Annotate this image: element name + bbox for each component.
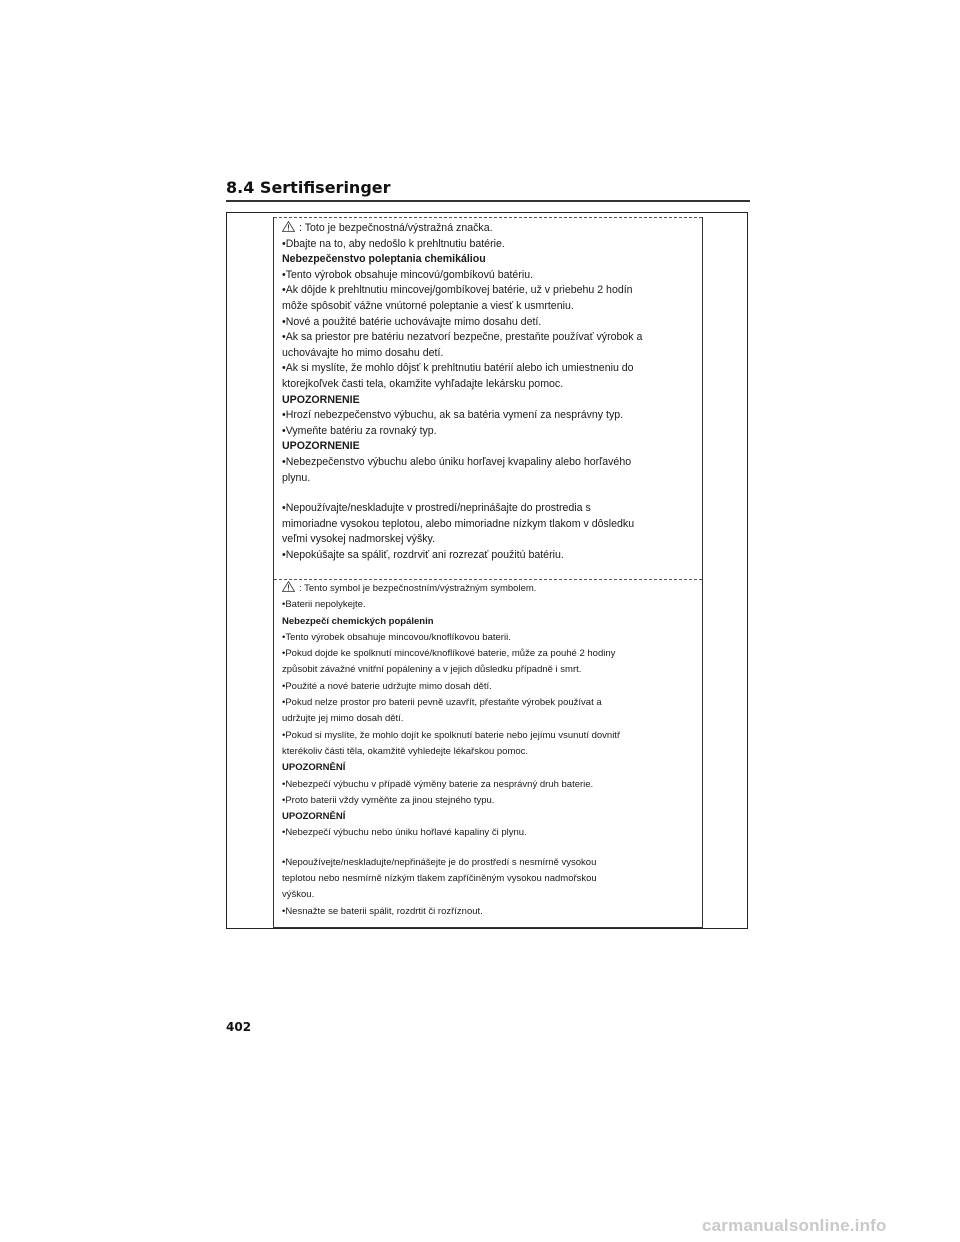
- sk-line: •Nebezpečenstvo výbuchu alebo úniku horľavej kvapaliny alebo horľavého: [282, 455, 632, 468]
- sk-line: •Ak sa priestor pre batériu nezatvorí bezpečne, prestaňte používať výrobok a: [282, 331, 643, 344]
- title-rule: [226, 200, 750, 202]
- sk-line: •Hrozí nebezpečenstvo výbuchu, ak sa batéria vymení za nesprávny typ.: [282, 409, 624, 422]
- scanned-safety-notice: [273, 217, 703, 928]
- sk-line: veľmi vysokej nadmorskej výšky.: [282, 533, 436, 546]
- cs-line: •Baterii nepolykejte.: [282, 599, 366, 611]
- language-divider: [274, 579, 702, 580]
- sk-line: mimoriadne vysokou teplotou, alebo mimoriadne nízkym tlakom v dôsledku: [282, 517, 635, 530]
- cs-line: •Použité a nové baterie udržujte mimo dosah dětí.: [282, 680, 492, 692]
- sk-heading: UPOZORNENIE: [282, 393, 360, 406]
- sk-line: •Ak si myslíte, že mohlo dôjsť k prehltnutiu batérií alebo ich umiestneniu do: [282, 362, 634, 375]
- sk-heading: UPOZORNENIE: [282, 440, 360, 453]
- cs-line: udržujte jej mimo dosah dětí.: [282, 713, 404, 725]
- cs-heading: UPOZORNĚNÍ: [282, 762, 346, 774]
- cs-line: •Nebezpečí výbuchu nebo úniku hořlavé kapaliny či plynu.: [282, 827, 527, 839]
- sk-heading: Nebezpečenstvo poleptania chemikáliou: [282, 253, 486, 266]
- top-dashed-rule: [274, 217, 702, 218]
- cs-line: •Pokud dojde ke spolknutí mincové/knoflíkové baterie, může za pouhé 2 hodiny: [282, 648, 616, 660]
- sk-line: •Vymeňte batériu za rovnaký typ.: [282, 424, 437, 437]
- cs-symbol-line: : Tento symbol je bezpečnostním/výstražným symbolem.: [282, 581, 696, 597]
- cs-line: •Nebezpečí výbuchu v případě výměny baterie za nesprávný druh baterie.: [282, 778, 594, 790]
- cs-line: •Pokud si myslíte, že mohlo dojít ke spolknutí baterie nebo jejímu vsunutí dovnitř: [282, 729, 621, 741]
- cs-line: •Nepoužívejte/neskladujte/nepřinášejte je do prostředí s nesmírně vysokou: [282, 856, 597, 868]
- sk-line: •Tento výrobok obsahuje mincovú/gombíkovú batériu.: [282, 268, 534, 281]
- sk-line: •Nepoužívajte/neskladujte v prostredí/neprinášajte do prostredia s: [282, 502, 591, 515]
- cs-line: kterékoliv části těla, okamžitě vyhledejte lékařskou pomoc.: [282, 745, 529, 757]
- watermark: carmanualsonline.info: [702, 1216, 887, 1235]
- cs-line: způsobit závažné vnitřní popáleniny a v jejich důsledku případně i smrt.: [282, 664, 582, 676]
- sk-symbol-line: : Toto je bezpečnostná/výstražná značka.: [282, 221, 696, 237]
- paragraph-gap: [282, 842, 696, 855]
- sk-line: •Ak dôjde k prehltnutiu mincovej/gombíkovej batérie, už v priebehu 2 hodín: [282, 284, 633, 297]
- page-number: 402: [226, 1020, 252, 1034]
- cs-line: •Proto baterii vždy vyměňte za jinou stejného typu.: [282, 794, 495, 806]
- cs-heading: UPOZORNĚNÍ: [282, 811, 346, 823]
- czech-safety-text: [274, 581, 702, 920]
- cs-heading: Nebezpečí chemických popálenin: [282, 615, 434, 627]
- cs-line: •Pokud nelze prostor pro baterii pevně uzavřít, přestaňte výrobek používat a: [282, 697, 602, 709]
- warning-triangle-icon: [282, 221, 295, 232]
- paragraph-gap: [282, 486, 696, 501]
- cs-line: výškou.: [282, 889, 315, 901]
- cs-line: •Nesnažte se baterii spálit, rozdrtit či rozříznout.: [282, 905, 483, 917]
- cs-line: •Tento výrobek obsahuje mincovou/knoflíkovou baterii.: [282, 631, 511, 643]
- sk-line: ktorejkoľvek časti tela, okamžite vyhľadajte lekársku pomoc.: [282, 377, 564, 390]
- slovak-safety-text: [274, 221, 702, 563]
- sk-line: •Nové a použité batérie uchovávajte mimo dosahu detí.: [282, 315, 542, 328]
- sk-line: •Dbajte na to, aby nedošlo k prehltnutiu batérie.: [282, 237, 505, 250]
- sk-line: môže spôsobiť vážne vnútorné poleptanie a viesť k usmrteniu.: [282, 299, 574, 312]
- section-title: 8.4 Sertifiseringer: [226, 178, 391, 197]
- sk-line: plynu.: [282, 471, 311, 484]
- sk-line: •Nepokúšajte sa spáliť, rozdrviť ani rozrezať použitú batériu.: [282, 548, 564, 561]
- sk-line: uchovávajte ho mimo dosahu detí.: [282, 346, 444, 359]
- warning-triangle-icon: [282, 581, 295, 592]
- cs-line: teplotou nebo nesmírně nízkým tlakem zapříčiněným vysokou nadmořskou: [282, 873, 597, 885]
